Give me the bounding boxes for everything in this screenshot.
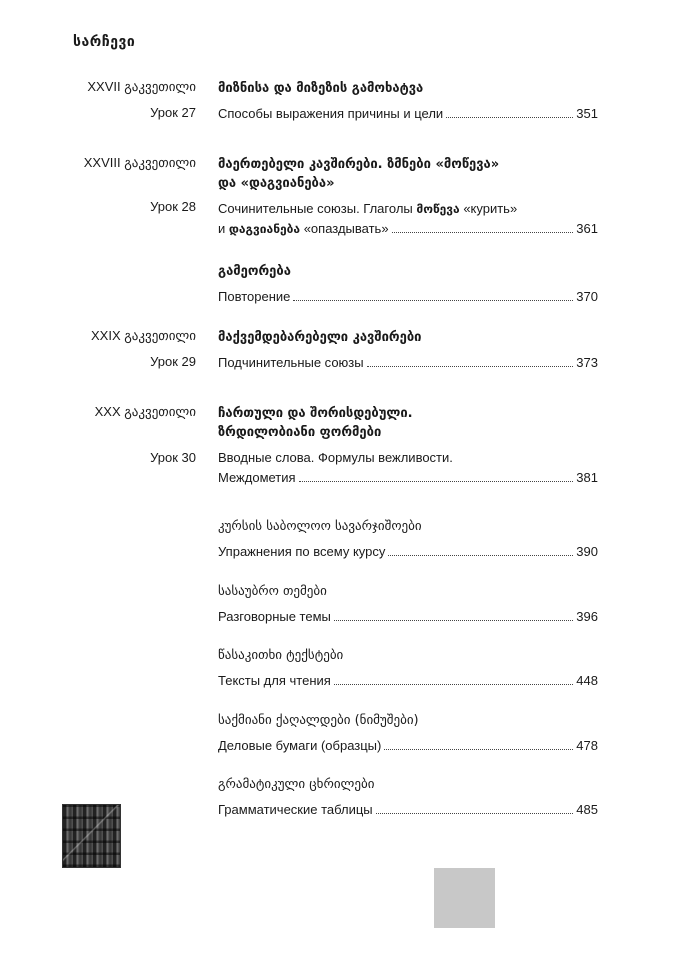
section-title: გამეორება [218,264,291,279]
section-text: Подчинительные союзы [218,355,364,370]
page-number: 390 [576,544,598,559]
page-number: 478 [576,738,598,753]
section-text: Повторение [218,289,291,304]
urok-label: Урок 27 [150,105,196,120]
leader-dots [384,749,573,750]
page-number: 396 [576,609,598,624]
section-text: Разговорные темы [218,609,331,624]
section-text: Тексты для чтения [218,673,331,688]
ru-text: и [218,221,226,236]
toc-line[interactable] [218,104,598,124]
section-text-line-2: Междометия [218,470,296,485]
urok-label: Урок 29 [150,354,196,369]
section-title: გრამატიკული ცხრილები [218,777,375,792]
page-number: 381 [576,470,598,485]
page-number: 370 [576,289,598,304]
leader-dots [334,684,573,685]
section-text: Деловые бумаги (образцы) [218,738,382,753]
toc-line[interactable] [218,607,598,627]
leader-dots [293,300,573,301]
toc-line[interactable] [218,800,598,820]
page-number: 361 [576,221,598,236]
leader-dots [392,232,574,233]
page-number: 448 [576,673,598,688]
page-number: 351 [576,106,598,121]
lesson-title: მიზნისა და მიზეზის გამოხატვა [218,81,424,96]
ka-word: დაგვიანება [228,222,301,236]
ru-text: Сочинительные союзы. Глаголы [218,201,413,216]
lesson-label: XXX გაკვეთილი [94,404,196,419]
section-text-line-1: Вводные слова. Формулы вежливости. [218,450,453,465]
lesson-label: XXIX გაკვეთილი [91,328,196,343]
toc-line[interactable] [218,219,598,239]
lesson-title-line-2: და «დაგვიანება» [218,176,335,191]
decorative-photo [62,804,121,868]
lesson-title-line-2: ზრდილობიანი ფორმები [218,425,382,440]
ru-gloss: «курить» [463,201,518,216]
lesson-label: XXVII გაკვეთილი [87,79,196,94]
lesson-title: მაქვემდებარებელი კავშირები [218,330,422,345]
ka-word: მოწევა [416,202,460,216]
leader-dots [376,813,574,814]
section-title: კურსის საბოლოო სავარჯიშოები [218,519,422,534]
toc-line[interactable] [218,671,598,691]
urok-label: Урок 28 [150,199,196,214]
leader-dots [367,366,574,367]
section-title: სასაუბრო თემები [218,584,327,599]
toc-header: სარჩევი [73,34,136,50]
section-text-line-1 [218,199,598,219]
page-number: 373 [576,355,598,370]
leader-dots [446,117,573,118]
lesson-title-line-1: ჩართული და შორისდებული. [218,406,413,421]
toc-line[interactable] [218,736,598,756]
gray-block [434,868,495,928]
lesson-title-line-1: მაერთებელი კავშირები. ზმნები «მოწევა» [218,157,500,172]
toc-line[interactable] [218,542,598,562]
section-text: Упражнения по всему курсу [218,544,386,559]
section-title: საქმიანი ქაღალდები (ნიმუშები) [218,713,419,728]
page-number: 485 [576,802,598,817]
leader-dots [334,620,573,621]
section-text: Грамматические таблицы [218,802,373,817]
toc-line[interactable] [218,468,598,488]
leader-dots [299,481,574,482]
section-text-line-2 [218,219,389,239]
ru-gloss: «опаздывать» [303,221,389,236]
section-text: Способы выражения причины и цели [218,106,444,121]
lesson-label: XXVIII გაკვეთილი [83,155,196,170]
leader-dots [388,555,573,556]
toc-line[interactable] [218,353,598,373]
toc-line[interactable] [218,287,598,307]
section-title: წასაკითხი ტექსტები [218,648,344,663]
urok-label: Урок 30 [150,450,196,465]
